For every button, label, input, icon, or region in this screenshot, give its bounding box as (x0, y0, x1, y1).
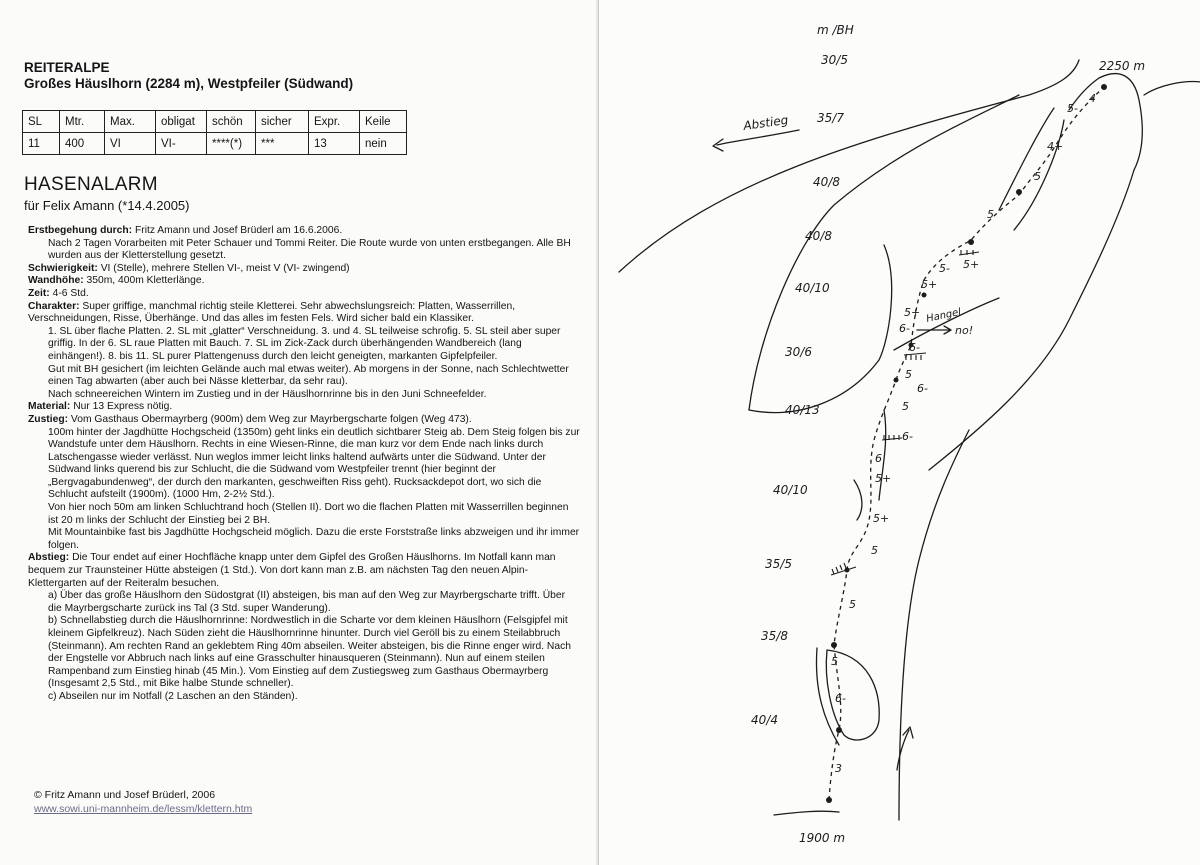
character (28, 301, 580, 326)
grade-mark: 6- (899, 322, 910, 335)
descent-arrow (717, 130, 799, 145)
belay-station (836, 727, 842, 733)
pitch-stat: 40/8 (805, 229, 832, 243)
val-beauty: ****(*) (207, 133, 256, 155)
route-dedication: für Felix Amann (*14.4.2005) (24, 198, 190, 213)
grade-mark: 5 (871, 544, 878, 557)
col-beauty: schön (207, 111, 256, 133)
upper-inner-line (999, 108, 1054, 210)
difficulty-label: Schwierigkeit: (28, 262, 98, 274)
wall-height (28, 275, 580, 288)
approach-start: Von hier noch 50m am linken Schluchtrand hoch (Stellen II). Dort wo die flachen Platten mit Wasserrillen beginnen ist 20 m links der Schlucht der Einstieg bei 2 BH. (48, 502, 569, 526)
material (28, 401, 580, 414)
route-name: HASENALARM (24, 174, 158, 195)
approach (28, 414, 580, 427)
grade-mark: 5 (987, 208, 994, 221)
topo-page (598, 0, 1200, 865)
approach-label: Zustieg: (28, 413, 69, 425)
right-ridge (929, 170, 1134, 470)
val-max: VI (105, 133, 156, 155)
grade-mark: 6- (917, 382, 928, 395)
pitch-stat: 40/10 (795, 281, 830, 295)
approach-bike: Mit Mountainbike fast bis Jagdhütte Hochgscheid möglich. Dazu die erste Forststraße links abzweigen und ihr immer folgen. (48, 527, 580, 551)
val-safety: *** (256, 133, 309, 155)
topo-labels (741, 23, 1145, 845)
first-ascent-label: Erstbegehung durch: (28, 225, 133, 236)
grade-mark: 5- (939, 262, 950, 275)
belay-stations (826, 84, 1107, 803)
scoop-line (854, 480, 862, 520)
difficulty-text: VI (Stelle), mehrere Stellen VI-, meist V (VI- zwingend) (100, 262, 350, 274)
material-text: Nur 13 Express nötig. (73, 401, 173, 413)
material-label: Material: (28, 401, 71, 413)
peak-subtitle: Großes Häuslhorn (2284 m), Westpfeiler (Südwand) (24, 76, 354, 91)
pitch-stat: 35/8 (761, 629, 788, 643)
route-description-page (0, 0, 596, 865)
grade-mark: 5 (1034, 170, 1041, 183)
character-label: Charakter: (28, 300, 80, 312)
wall-height-label: Wandhöhe: (28, 275, 84, 287)
grade-mark: 4+ (1047, 140, 1064, 153)
character-text: Super griffige, manchmal richtig steile Kletterei. Sehr abwechslungsreich: Platten, Wasserrillen, Verschneidungen, Risse, Überhänge. Und das alles im festen Fels. Wird sicher bald ein Klassiker. (28, 300, 516, 325)
difficulty (28, 263, 580, 276)
grade-mark: 5 (905, 368, 912, 381)
first-ascent-detail: Nach 2 Tagen Vorarbeiten mit Peter Schauer und Tommi Reiter. Die Route wurde von unten erstbegangen. Alle BH wurden aus der Kletterstellung gesetzt. (48, 237, 571, 262)
grade-mark: 5+ (875, 472, 892, 485)
belay-station (1101, 84, 1107, 90)
duration-text: 4-6 Std. (52, 287, 89, 299)
val-length: 400 (60, 133, 105, 155)
summit-altitude: 2250 m (1099, 59, 1146, 73)
pitch-overview: 1. SL über flache Platten. 2. SL mit „glatter“ Verschneidung. 3. und 4. SL teilweise schrofig. 5. SL steil aber super griffig. In der 6. SL raue Platten mit Bauch. 7. SL im Zick-Zack durch überhängenden Wandbereich (lang einhängen!). 8. bis 11. SL purer Plattengenuss durch den leicht geneigten, markanten Gipfelpfeiler. (48, 325, 561, 362)
pitch-stat: 35/5 (765, 557, 792, 571)
col-length: Mtr. (60, 111, 105, 133)
wall-height-text: 350m, 400m Kletterlänge. (86, 275, 205, 287)
grade-mark: 4 (1089, 92, 1096, 105)
approach-text: Vom Gasthaus Obermayrberg (900m) dem Weg zur Mayrbergscharte folgen (Weg 473). (70, 413, 472, 425)
descent-option-c: c) Abseilen nur im Notfall (2 Laschen an den Ständen). (48, 690, 298, 702)
descent (28, 552, 580, 590)
belay-station (1016, 189, 1022, 195)
grade-mark: 5 (831, 655, 838, 668)
descent-option-b: b) Schnellabstieg durch die Häuslhornrinne: Nordwestlich in die Scharte vor dem kleinen Häuslhorn (Felsgipfel mit kleinem Gipfelkreuz). Nach Süden zieht die Häuslhornrinne hinunter. Durch viel Geröll bis zu einem Steilabbruch (Steinmann). Am rechten Rand an geklebtem Ring 40m abseilen. Weiter absteigen, bis die Rinne enger wird. Nach der Engstelle vor Abbruch nach links auf eine Grasschulter hinausqueren (Steinmann). Nun auf einem steilen Rampenband zum Einstieg hinab (45 Min.). Vom Einstieg auf dem Zustiegsweg zum Gasthaus Obermayrberg (Insgesamt 2,5 Std., mit Bike halbe Stunde schneller). (48, 615, 571, 690)
belay-station (894, 378, 899, 383)
duration-label: Zeit: (28, 287, 50, 299)
route-title-block (24, 174, 584, 214)
belay-station (922, 293, 927, 298)
protection-note: Gut mit BH gesichert (im leichten Gelände auch mal etwas weiter). Ab morgens in der Sonne, nach Schlechtwetter einen Tag abwarten (aber auch bei Nässe kletterbar, da sehr rau). (48, 363, 569, 388)
belay-station (826, 797, 832, 803)
first-ascent (28, 225, 580, 238)
grade-mark: 5+ (921, 278, 938, 291)
pitch-stat: 35/7 (817, 111, 844, 125)
belay-station (831, 642, 837, 648)
grade-mark: 5+ (873, 512, 890, 525)
first-ascent-text: Fritz Amann und Josef Brüderl am 16.6.2006. (135, 225, 343, 236)
pitch-stat: 40/8 (813, 175, 840, 189)
approach-arrow (897, 730, 909, 770)
grade-marks (831, 92, 1096, 775)
pitch-stat: 30/5 (821, 53, 848, 67)
hangel-label: Hangel (925, 306, 963, 325)
col-safety: sicher (256, 111, 309, 133)
descent-label: Abstieg: (28, 552, 70, 564)
col-wedges: Keile (360, 111, 407, 133)
copyright: © Fritz Amann und Josef Brüderl, 2006 (34, 789, 216, 801)
grade-mark: 5 (849, 598, 856, 611)
route-description (28, 225, 580, 704)
col-max: Max. (105, 111, 156, 133)
col-obligat: obligat (156, 111, 207, 133)
pitch-stat: 30/6 (785, 345, 812, 359)
belay-station (968, 239, 974, 245)
ridge-arc (619, 60, 1079, 272)
base-altitude: 1900 m (799, 831, 846, 845)
grade-mark: 6- (909, 341, 920, 354)
overhang-mark (959, 250, 979, 255)
grade-mark: 6- (902, 430, 913, 443)
source-link[interactable]: www.sowi.uni-mannheim.de/lessm/klettern.htm (34, 803, 253, 815)
area-name: REITERALPE (24, 60, 110, 75)
topo-legend: m /BH (817, 23, 854, 37)
facts-header-row (23, 111, 407, 133)
snow-note: Nach schneereichen Wintern im Zustieg und in der Häuslhornrinne bis in den Juni Schneefelder. (48, 388, 487, 400)
grade-mark: 5- (1067, 102, 1078, 115)
val-wedges: nein (360, 133, 407, 155)
route-topo-drawing (599, 0, 1200, 865)
val-sl: 11 (23, 133, 60, 155)
right-top-ridge (1144, 82, 1200, 95)
grade-mark: 5+ (904, 306, 921, 319)
footer (34, 788, 252, 816)
pitch-stat: 40/13 (785, 403, 820, 417)
right-side-line (899, 430, 969, 820)
grade-mark: 6 (875, 452, 882, 465)
pitch-stat: 40/4 (751, 713, 778, 727)
pitch-stat: 40/10 (773, 483, 808, 497)
approach-route: 100m hinter der Jagdhütte Hochgscheid (1350m) geht links ein deutlich sichtbarer Steig ab. Dem Steig folgen bis zur Wandstufe unter dem Häuslhorn. Rechts in eine Wiesen-Rinne, die man kurz vor dem Ende nach links durch Latschengasse wieder verlässt. Nun weglos immer leicht links haltend aufwärts unter die Südwand. Unter der Südwand links querend bis zur Schlucht, die die Südwand vom Westpfeiler trennt (hier beginnt der „Bergvagabundenweg“, der durch den markanten, geschweiften Riss geht). Rucksackdepot dort, wo sich die Schlucht aufsteilt (1900m). (1000 Hm, 2-2½ Std.). (48, 426, 580, 501)
grade-mark: 5+ (963, 258, 980, 271)
grade-mark: 3 (835, 762, 842, 775)
col-sl: SL (23, 111, 60, 133)
overhang-mark (831, 563, 856, 575)
duration (28, 288, 580, 301)
route-facts-table (22, 110, 407, 155)
col-express: Expr. (309, 111, 360, 133)
descent-text: Die Tour endet auf einer Hochfläche knapp unter dem Gipfel des Großen Häuslhorns. Im Notfall kann man bequem zur Traunsteiner Hütte absteigen (1 Std.). Von dort kann man z.B. am nächsten Tag den neuen Alpin-Klettergarten auf der Reiteralm besuchen. (28, 552, 556, 589)
descent-option-a: a) Über das große Häuslhorn den Südostgrat (II) absteigen, bis man auf den Weg zur Mayrbergscharte trifft. Über die Mayrbergscharte zurück ins Tal (3 Std. super Wanderung). (48, 590, 566, 614)
val-express: 13 (309, 133, 360, 155)
grade-mark: 6- (835, 692, 846, 705)
descent-label: Abstieg (742, 112, 790, 133)
overhang-mark (882, 435, 902, 440)
val-obligat: VI- (156, 133, 207, 155)
header-block (24, 60, 584, 92)
facts-value-row (23, 133, 407, 155)
no-label: no! (955, 324, 974, 337)
grade-mark: 5 (902, 400, 909, 413)
route-line (829, 87, 1104, 800)
mid-pillar (749, 245, 892, 413)
base-line (774, 811, 839, 815)
